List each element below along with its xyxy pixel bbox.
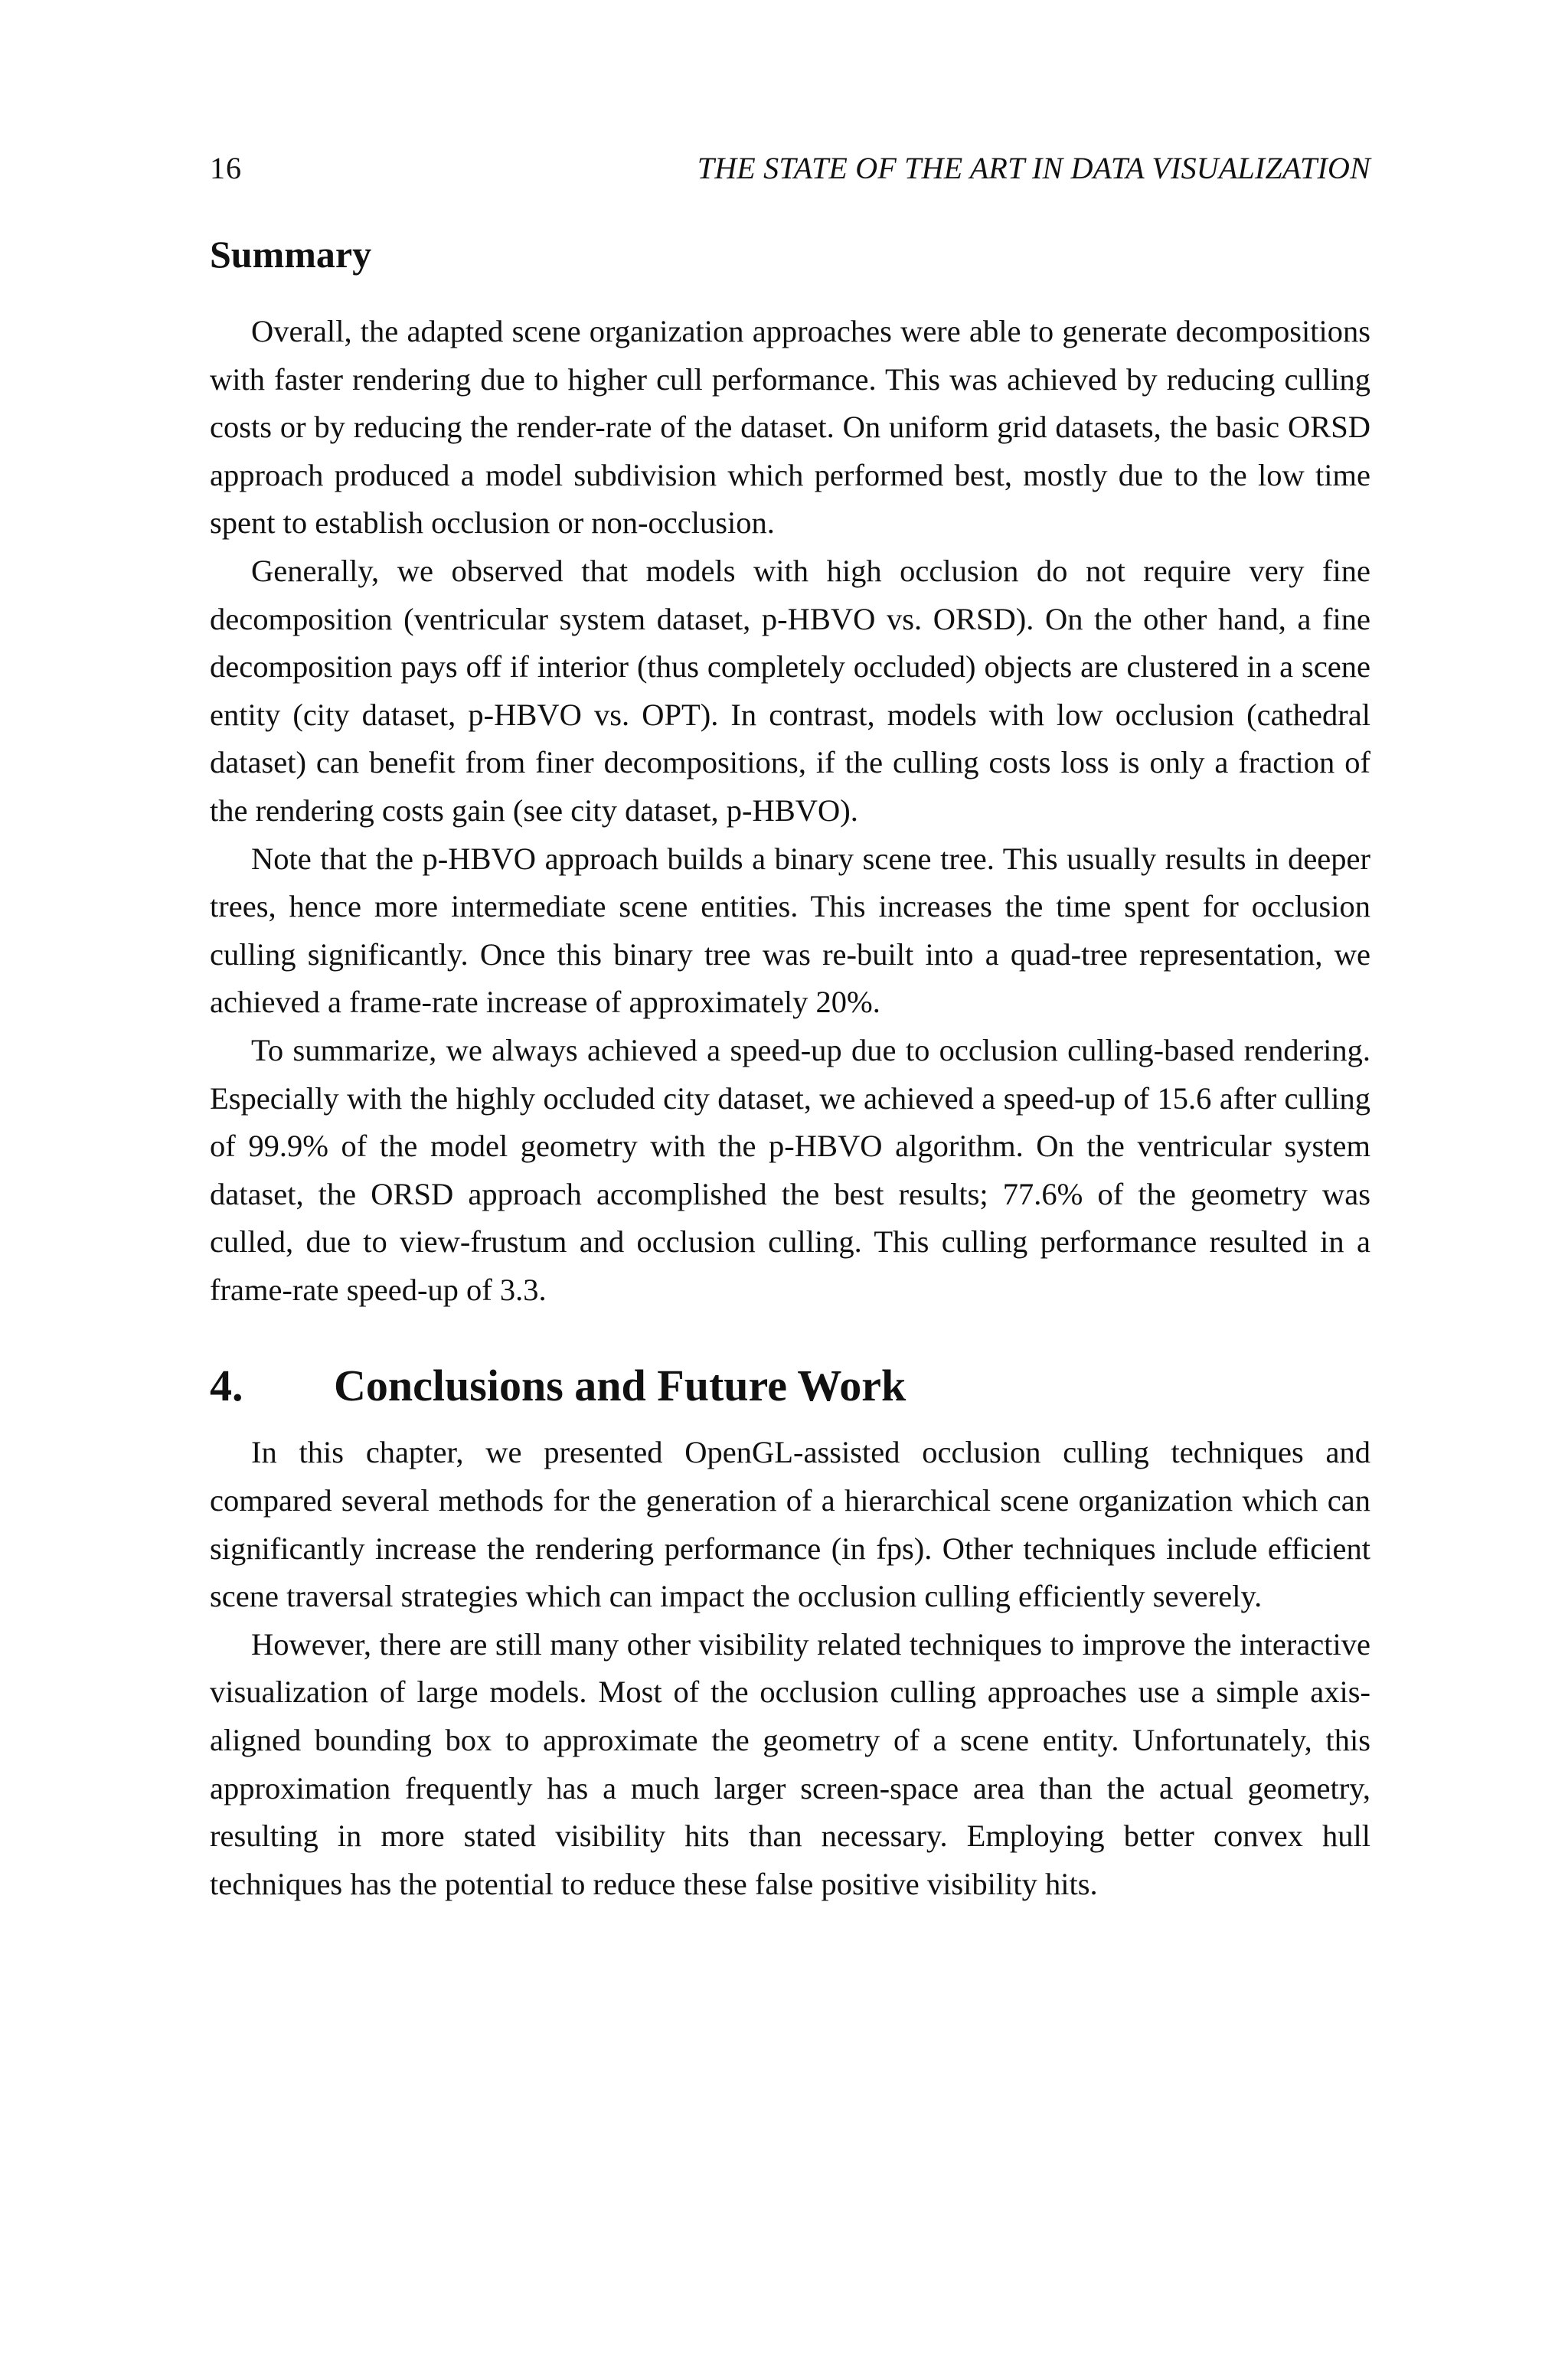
running-title: THE STATE OF THE ART IN DATA VISUALIZATION: [697, 151, 1370, 185]
conclusions-paragraph-2: However, there are still many other visibility related techniques to improve the interactive visualization of large models. Most of the occlusion culling approaches use a simple axis-aligned bounding box to approximate the geometry of a scene entity. Unfortunately, this approximation frequently has a much larger screen-space area than the actual geometry, resulting in more stated visibility hits than necessary. Employing better convex hull techniques has the potential to reduce these false positive visibility hits.: [210, 1626, 1370, 1901]
conclusions-section: [210, 1361, 1370, 1908]
summary-paragraph-1: Overall, the adapted scene organization approaches were able to generate decompositions with faster rendering due to higher cull performance. This was achieved by reducing culling costs or by reducing the render-rate of the dataset. On uniform grid datasets, the basic ORSD approach produced a model subdivision which performed best, mostly due to the low time spent to establish occlusion or non-occlusion.: [210, 314, 1370, 541]
summary-paragraph-4: To summarize, we always achieved a speed-up due to occlusion culling-based rendering. Especially with the highly occluded city dataset, we achieved a speed-up of 15.6 after culling of 99.9% of the model geometry with the p-HBVO algorithm. On the ventricular system dataset, the ORSD approach accomplished the best results; 77.6% of the geometry was culled, due to view-frustum and occlusion culling. This culling performance resulted in a frame-rate speed-up of 3.3.: [210, 1032, 1370, 1307]
summary-heading: Summary: [210, 233, 372, 276]
section-number: 4.: [210, 1361, 243, 1411]
page-number: 16: [210, 151, 242, 185]
document-page: [210, 150, 1370, 1908]
conclusions-paragraph-1: In this chapter, we presented OpenGL-assisted occlusion culling techniques and compared several methods for the generation of a hierarchical scene organization which can significantly increase the rendering performance (in fps). Other techniques include efficient scene traversal strategies which can impact the occlusion culling efficiently severely.: [210, 1435, 1370, 1614]
running-header: [210, 150, 1370, 193]
summary-paragraph-3: Note that the p-HBVO approach builds a binary scene tree. This usually results in deeper trees, hence more intermediate scene entities. This increases the time spent for occlusion culling significantly. Once this binary tree was re-built into a quad-tree representation, we achieved a frame-rate increase of approximately 20%.: [210, 841, 1370, 1020]
summary-section: [210, 233, 1370, 1314]
summary-paragraph-2: Generally, we observed that models with high occlusion do not require very fine decomposition (ventricular system dataset, p-HBVO vs. ORSD). On the other hand, a fine decomposition pays off if interior (thus completely occluded) objects are clustered in a scene entity (city dataset, p-HBVO vs. OPT). In contrast, models with low occlusion (cathedral dataset) can benefit from finer decompositions, if the culling costs loss is only a fraction of the rendering costs gain (see city dataset, p-HBVO).: [210, 553, 1370, 828]
conclusions-heading: [210, 1361, 1370, 1410]
section-title: Conclusions and Future Work: [334, 1361, 906, 1411]
